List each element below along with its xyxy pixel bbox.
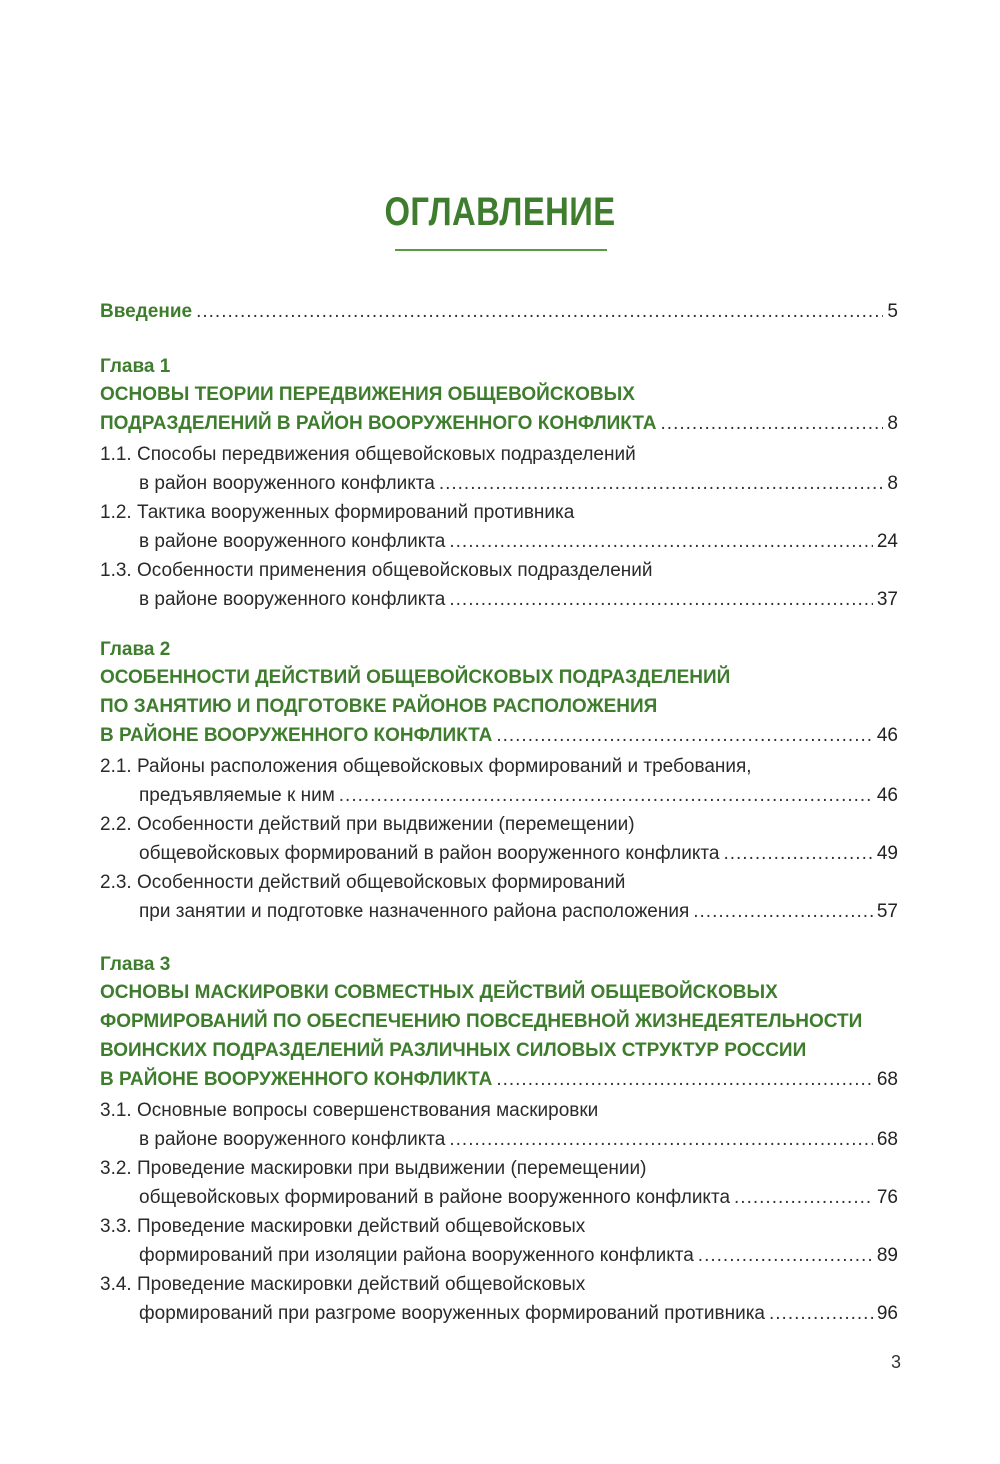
section-page: 46: [876, 785, 898, 806]
section-title: 1.3. Особенности применения общевойсковых подразделений: [100, 560, 653, 581]
section-1-2[interactable]: [100, 498, 898, 556]
leader-dots: [698, 1241, 873, 1270]
chapter-title-line: ФОРМИРОВАНИЙ ПО ОБЕСПЕЧЕНИЮ ПОВСЕДНЕВНОЙ ЖИЗНЕДЕЯТЕЛЬНОСТИ: [100, 1011, 863, 1032]
section-title: 2.1. Районы расположения общевойсковых формирований и требования,: [100, 756, 752, 777]
section-title: 3.1. Основные вопросы совершенствования маскировки: [100, 1100, 599, 1121]
intro-label: Введение: [100, 301, 193, 322]
section-title: 3.4. Проведение маскировки действий общевойсковых: [100, 1274, 586, 1295]
section-3-4[interactable]: [100, 1270, 898, 1328]
page-title: ОГЛАВЛЕНИЕ: [384, 190, 616, 234]
chapter-title-line: ВОИНСКИХ ПОДРАЗДЕЛЕНИЙ РАЗЛИЧНЫХ СИЛОВЫХ СТРУКТУР РОССИИ: [100, 1040, 807, 1061]
leader-dots: [439, 469, 884, 498]
section-2-1[interactable]: [100, 752, 898, 810]
section-page: 24: [876, 531, 898, 552]
leader-dots: [196, 297, 883, 326]
chapter-title-last: ПОДРАЗДЕЛЕНИЙ В РАЙОН ВООРУЖЕННОГО КОНФЛИКТА: [100, 413, 657, 434]
section-2-2[interactable]: [100, 810, 898, 868]
chapter-title-line: ОСНОВЫ МАСКИРОВКИ СОВМЕСТНЫХ ДЕЙСТВИЙ ОБЩЕВОЙСКОВЫХ: [100, 982, 778, 1003]
section-title: 1.2. Тактика вооруженных формирований противника: [100, 502, 575, 523]
toc-entry-intro[interactable]: [100, 297, 898, 326]
page-number: 3: [890, 1352, 901, 1372]
section-title: 3.3. Проведение маскировки действий общевойсковых: [100, 1216, 586, 1237]
toc-entry-chapter-2[interactable]: [100, 721, 898, 750]
toc-entry-chapter-1[interactable]: [100, 409, 898, 438]
section-3-3[interactable]: [100, 1212, 898, 1270]
section-title-cont: в районе вооруженного конфликта: [139, 1129, 446, 1150]
section-2-3[interactable]: [100, 868, 898, 926]
section-title-cont: формирований при изоляции района вооруженного конфликта: [139, 1245, 694, 1266]
section-title-cont: при занятии и подготовке назначенного района расположения: [139, 901, 690, 922]
leader-dots: [693, 897, 873, 926]
chapter-label: Глава 3: [100, 954, 171, 975]
section-title: 3.2. Проведение маскировки при выдвижении (перемещении): [100, 1158, 647, 1179]
leader-dots: [449, 527, 872, 556]
chapter-label: Глава 1: [100, 356, 171, 377]
section-title-cont: общевойсковых формирований в район вооруженного конфликта: [139, 843, 720, 864]
section-title-cont: предъявляемые к ним: [139, 785, 335, 806]
leader-dots: [339, 781, 873, 810]
leader-dots: [496, 1065, 873, 1094]
chapter-title-last: В РАЙОНЕ ВООРУЖЕННОГО КОНФЛИКТА: [100, 725, 493, 746]
toc-entry-chapter-3[interactable]: [100, 1065, 898, 1094]
title-underline: [395, 249, 607, 251]
section-page: 37: [876, 589, 898, 610]
chapter-label: Глава 2: [100, 639, 171, 660]
chapter-title-last: В РАЙОНЕ ВООРУЖЕННОГО КОНФЛИКТА: [100, 1069, 493, 1090]
leader-dots: [661, 409, 884, 438]
section-title-cont: формирований при разгроме вооруженных формирований противника: [139, 1303, 765, 1324]
section-title-cont: общевойсковых формирований в районе вооруженного конфликта: [139, 1187, 731, 1208]
chapter-title-line: ОСОБЕННОСТИ ДЕЙСТВИЙ ОБЩЕВОЙСКОВЫХ ПОДРАЗДЕЛЕНИЙ: [100, 667, 731, 688]
chapter-title-line: ПО ЗАНЯТИЮ И ПОДГОТОВКЕ РАЙОНОВ РАСПОЛОЖЕНИЯ: [100, 696, 658, 717]
section-page: 8: [887, 473, 898, 494]
section-title-cont: в районе вооруженного конфликта: [139, 589, 446, 610]
leader-dots: [496, 721, 873, 750]
section-page: 68: [876, 1129, 898, 1150]
section-page: 89: [876, 1245, 898, 1266]
section-1-3[interactable]: [100, 556, 898, 614]
section-3-2[interactable]: [100, 1154, 898, 1212]
chapter-3: [100, 950, 898, 1328]
section-title-cont: в район вооруженного конфликта: [139, 473, 435, 494]
leader-dots: [449, 585, 872, 614]
leader-dots: [723, 839, 872, 868]
leader-dots: [449, 1125, 872, 1154]
section-3-1[interactable]: [100, 1096, 898, 1154]
section-page: 57: [876, 901, 898, 922]
leader-dots: [734, 1183, 873, 1212]
chapter-1: [100, 352, 898, 614]
chapter-page: 68: [876, 1069, 898, 1090]
section-title: 2.2. Особенности действий при выдвижении (перемещении): [100, 814, 635, 835]
section-page: 96: [876, 1303, 898, 1324]
intro-page: 5: [887, 301, 898, 322]
chapter-title-line: ОСНОВЫ ТЕОРИИ ПЕРЕДВИЖЕНИЯ ОБЩЕВОЙСКОВЫХ: [100, 384, 635, 405]
leader-dots: [769, 1299, 873, 1328]
section-page: 76: [876, 1187, 898, 1208]
chapter-2: [100, 635, 898, 926]
chapter-page: 46: [876, 725, 898, 746]
section-1-1[interactable]: [100, 440, 898, 498]
section-title-cont: в районе вооруженного конфликта: [139, 531, 446, 552]
section-title: 2.3. Особенности действий общевойсковых формирований: [100, 872, 626, 893]
section-title: 1.1. Способы передвижения общевойсковых подразделений: [100, 444, 636, 465]
section-page: 49: [876, 843, 898, 864]
chapter-page: 8: [887, 413, 898, 434]
